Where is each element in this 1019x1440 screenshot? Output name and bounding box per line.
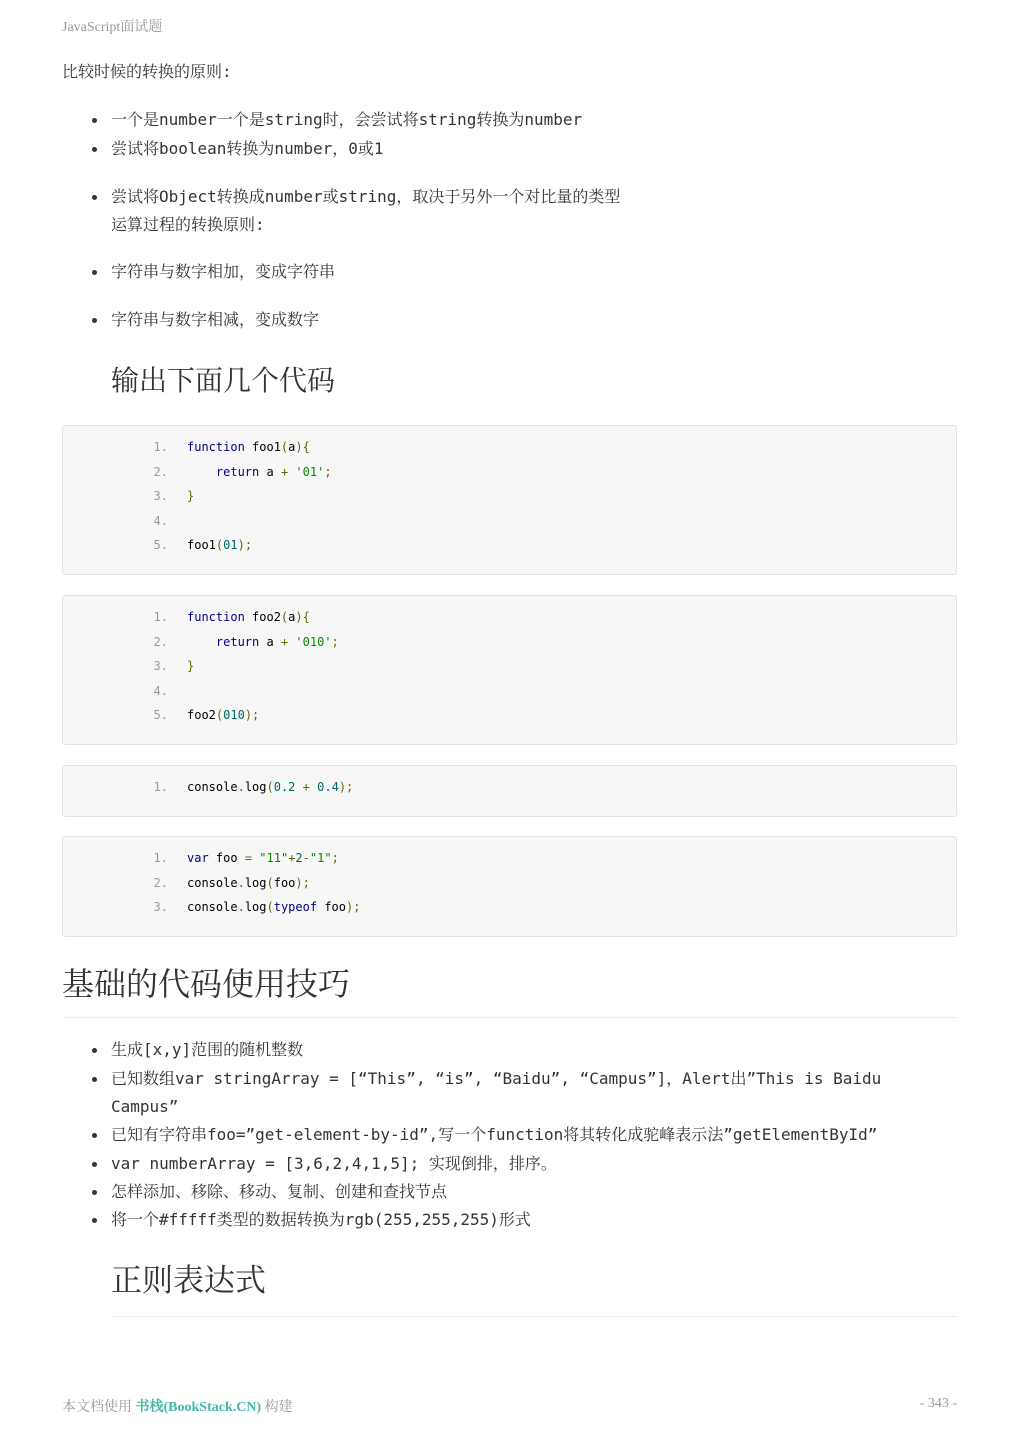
line-number: 2. <box>153 634 168 649</box>
section-heading-basics: 基础的代码使用技巧 <box>62 965 351 1003</box>
list-item: 怎样添加、移除、移动、复制、创建和查找节点 <box>111 1178 447 1206</box>
list-item: 字符串与数字相加，变成字符串 <box>111 258 335 286</box>
line-number: 2. <box>153 875 168 890</box>
code-line: foo2(010); <box>187 708 260 722</box>
section-heading-regex: 正则表达式 <box>111 1263 266 1299</box>
code-block <box>62 425 957 575</box>
page-number: - 343 - <box>919 1396 957 1411</box>
code-line: console.log(foo); <box>187 875 310 890</box>
list-item: var numberArray = [3,6,2,4,1,5]; 实现倒排，排序。 <box>111 1150 557 1178</box>
list-item-text: 已知数组var stringArray = [“This”, “is”, “Baidu”, “Campus”]，Alert出”This is Baidu <box>111 1069 882 1088</box>
code-line: function foo1(a){ <box>187 440 310 454</box>
code-line: return a + '01'; <box>215 464 332 479</box>
list-item-text: Campus” <box>111 1097 179 1116</box>
list-item: 将一个#fffff类型的数据转换为rgb(255,255,255)形式 <box>111 1206 531 1234</box>
section-heading-output: 输出下面几个代码 <box>111 364 336 397</box>
list-item: 已知有字符串foo=”get-element-by-id”,写一个function将其转化成驼峰表示法”getElementById” <box>111 1121 877 1149</box>
code-block <box>62 836 957 937</box>
heading-divider <box>111 1316 957 1317</box>
line-number: 3. <box>153 489 168 503</box>
code-line: function foo2(a){ <box>187 610 310 624</box>
code-line: } <box>187 659 195 673</box>
code-line: console.log(0.2 + 0.4); <box>187 780 354 794</box>
line-number: 1. <box>153 780 168 794</box>
bookstack-link[interactable]: 书栈(BookStack.CN) <box>135 1400 262 1415</box>
line-number: 1. <box>153 610 168 624</box>
list-item <box>111 1065 881 1121</box>
line-number: 3. <box>153 900 168 914</box>
line-number: 2. <box>153 464 168 479</box>
code-block <box>62 765 957 817</box>
heading-divider <box>62 1017 957 1018</box>
footer-suffix: 构建 <box>264 1400 293 1415</box>
code-line: } <box>187 489 195 503</box>
footer-prefix: 本文档使用 <box>62 1400 132 1415</box>
line-number: 5. <box>153 708 168 722</box>
footer-credit <box>62 1396 293 1416</box>
list-item: 一个是number一个是string时，会尝试将string转换为number <box>111 106 582 134</box>
line-number: 4. <box>153 513 168 528</box>
line-number: 1. <box>153 851 168 865</box>
line-number: 3. <box>153 659 168 673</box>
code-block <box>62 595 957 745</box>
running-header: JavaScript面试题 <box>62 20 163 35</box>
line-number: 4. <box>153 683 168 698</box>
operation-intro: 运算过程的转换原则: <box>111 215 265 234</box>
list-item: 尝试将boolean转换为number，0或1 <box>111 135 384 163</box>
list-item: 生成[x,y]范围的随机整数 <box>111 1036 303 1064</box>
line-number: 1. <box>153 440 168 454</box>
line-number: 5. <box>153 538 168 552</box>
code-line: var foo = "11"+2-"1"; <box>187 851 339 865</box>
code-line: console.log(typeof foo); <box>187 900 361 914</box>
code-line: return a + '010'; <box>215 634 339 649</box>
list-item: 字符串与数字相减，变成数字 <box>111 306 319 334</box>
list-item <box>111 183 620 239</box>
code-line: foo1(01); <box>187 538 253 552</box>
intro-paragraph: 比较时候的转换的原则: <box>62 62 232 81</box>
list-item-text: 尝试将Object转换成number或string，取决于另外一个对比量的类型 <box>111 187 621 206</box>
